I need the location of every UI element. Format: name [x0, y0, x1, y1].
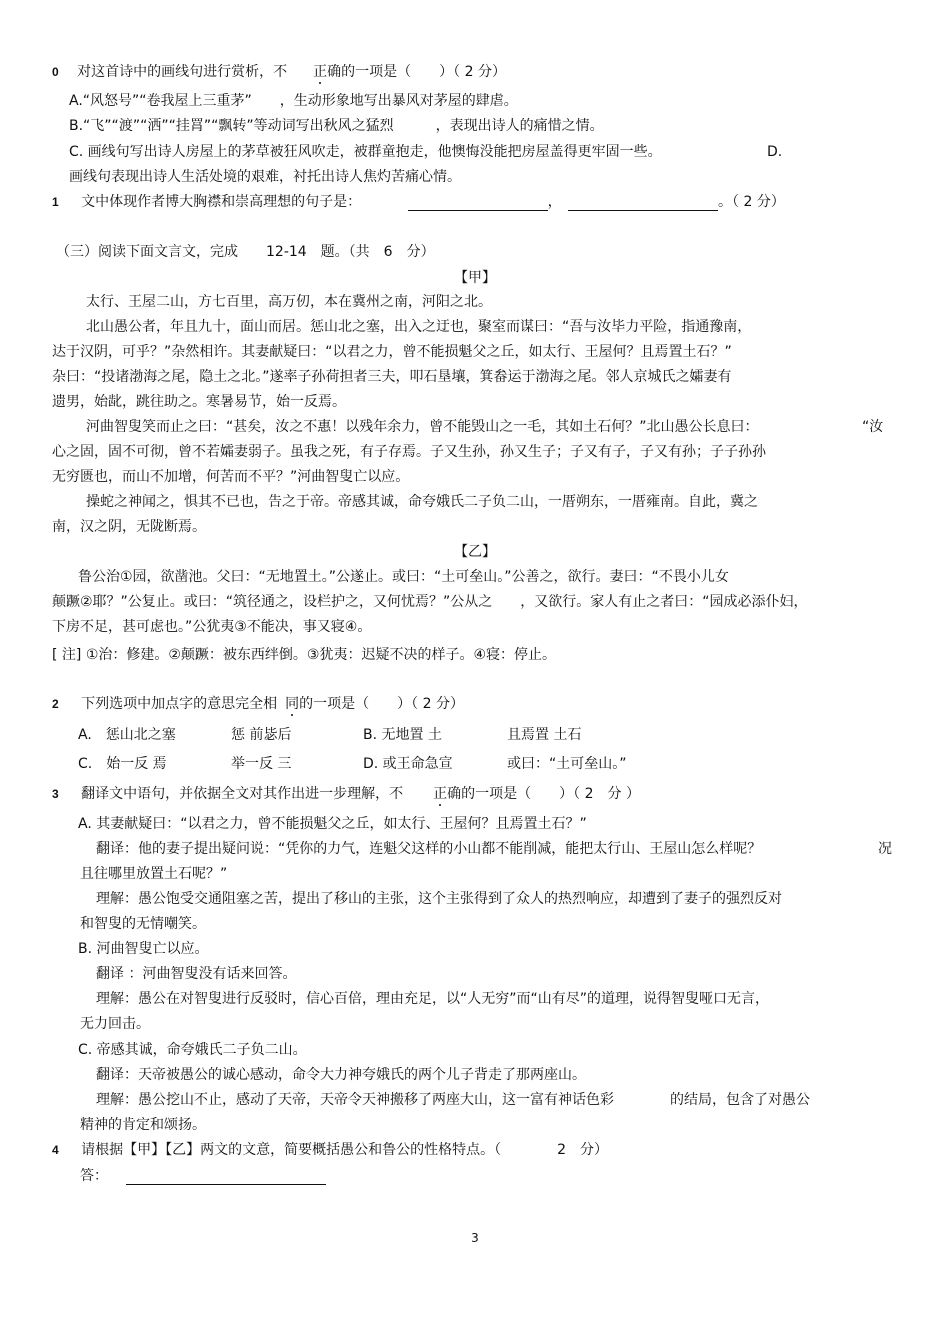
q14-answer — [80, 1167, 326, 1185]
jia-line: 无穷匮也，而山不加增，何苦而不平？”河曲智叟亡以应。 — [52, 469, 410, 485]
jia-line-continuation: “汝 — [862, 419, 884, 435]
jia-line: 心之固，固不可彻，曾不若孀妻弱子。虽我之死，有子存焉。子又生孙，孙又生子；子又有子，子又有孙；子子孙孙 — [52, 444, 766, 460]
passage-yi-header: 【乙】 — [454, 544, 496, 560]
q13-stem-text-b: 确的一项是（ ）（ 2 分 ） — [447, 786, 640, 802]
q12-option-c-right: 举一反 三 — [231, 756, 292, 772]
yi-notes: [ 注] ①治：修建。②颠蹶：被东西绊倒。③犹夷：迟疑不决的样子。④寝：停止。 — [52, 647, 557, 663]
q10-stem-text-a: 对这首诗中的画线句进行赏析，不 — [77, 64, 288, 80]
page-number: 3 — [471, 1231, 479, 1245]
q12-option-d-left: D. 或王命急宣 — [363, 756, 453, 772]
q13-a-understanding: 理解：愚公饱受交通阻塞之苦，提出了移山的主张，这个主张得到了众人的热烈响应，却遭到了妻子的强烈反对 — [96, 891, 782, 907]
q10-option-d: 画线句表现出诗人生活处境的艰难，衬托出诗人焦灼苦痛心情。 — [69, 169, 461, 185]
q14-answer-label: 答： — [80, 1168, 108, 1184]
q13-stem-text-a: 翻译文中语句，并依据全文对其作出进一步理解，不 — [81, 786, 404, 802]
q13-a-understanding-line2: 和智叟的无情嘲笑。 — [80, 916, 206, 932]
q13-b-translation: 翻译 ：河曲智叟没有话来回答。 — [96, 966, 297, 982]
q12-option-a-right: 惩 前毖后 — [231, 727, 292, 743]
q10-stem — [52, 63, 506, 81]
q13-stem — [52, 785, 640, 803]
q10-dotted-char: 正 — [313, 64, 328, 80]
q13-b-understanding-line2: 无力回击。 — [80, 1016, 150, 1032]
q11-answer-blank-1[interactable] — [408, 196, 548, 211]
q10-number: 0 — [52, 65, 59, 79]
q11-stem — [52, 193, 785, 211]
q13-option-b: B. 河曲智叟亡以应。 — [78, 941, 209, 957]
q12-option-b-left: B. 无地置 土 — [363, 727, 442, 743]
q11-score: 。（ 2 分） — [718, 194, 785, 210]
q11-separator: ， — [547, 194, 562, 210]
q13-number: 3 — [52, 787, 59, 801]
q14-stem — [52, 1141, 608, 1159]
q10-option-c: C. 画线句写出诗人房屋上的茅草被狂风吹走，被群童抱走，他懊悔没能把房屋盖得更牢固一些。 — [69, 144, 662, 160]
q13-b-understanding: 理解：愚公在对智叟进行反驳时，信心百倍，理由充足，以“人无穷”而“山有尽”的道理，说得智叟哑口无言， — [96, 991, 770, 1007]
q12-option-d-right: 或曰：“土可垒山。” — [507, 756, 627, 772]
q14-answer-blank[interactable] — [126, 1170, 326, 1185]
q12-option-a-left: A. 惩山北之塞 — [78, 727, 176, 743]
q11-answer-blank-2[interactable] — [568, 196, 718, 211]
q13-c-translation: 翻译：天帝被愚公的诚心感动，命令大力神夸娥氏的两个儿子背走了那两座山。 — [96, 1067, 586, 1083]
q10-option-a: A.“风怒号”“卷我屋上三重茅” ，生动形象地写出暴风对茅屋的肆虐。 — [69, 93, 518, 109]
q10-option-d-label: D. — [767, 144, 783, 160]
yi-line: 颠蹶②耶？”公复止。或曰：“筑径通之，设栏护之，又何忧焉？”公从之 ，又欲行。家人有止之者曰：“园成必添仆妇， — [52, 594, 808, 610]
jia-line: 河曲智叟笑而止之曰：“甚矣，汝之不惠！以残年余力，曾不能毁山之一毛，其如土石何？”北山愚公长息曰： — [86, 419, 759, 435]
jia-line: 太行、王屋二山，方七百里，高万仞，本在冀州之南，河阳之北。 — [86, 294, 492, 310]
jia-line: 达于汉阴，可乎？”杂然相许。其妻献疑曰：“以君之力，曾不能损魁父之丘，如太行、王屋何？且焉置土石？” — [52, 344, 732, 360]
q13-c-understanding: 理解：愚公挖山不止，感动了天帝，天帝令天神搬移了两座大山，这一富有神话色彩 的结局，包含了对愚公 — [96, 1092, 810, 1108]
q12-option-b-right: 且焉置 土石 — [507, 727, 582, 743]
q10-option-b: B.“飞”“渡”“洒”“挂罥”“飘转”等动词写出秋风之猛烈 ，表现出诗人的痛惜之情。 — [69, 118, 604, 134]
q12-stem-text-b: 的一项是（ ）（ 2 分） — [299, 696, 464, 712]
q13-a-translation-line2: 且往哪里放置土石呢？” — [80, 866, 228, 882]
q12-dotted-char: 同 — [285, 696, 300, 712]
q11-number: 1 — [52, 195, 59, 209]
q12-number: 2 — [52, 697, 59, 711]
passage-jia-header: 【甲】 — [454, 270, 496, 286]
q10-stem-text-b: 确的一项是（ ）（ 2 分） — [327, 64, 506, 80]
q12-stem-text-a: 下列选项中加点字的意思完全相 — [81, 696, 278, 712]
jia-line: 南，汉之阴，无陇断焉。 — [52, 519, 206, 535]
q11-stem-text: 文中体现作者博大胸襟和崇高理想的句子是： — [81, 194, 362, 210]
q13-c-understanding-line2: 精神的肯定和颂扬。 — [80, 1117, 206, 1133]
q12-option-c-left: C. 始一反 焉 — [78, 756, 167, 772]
q13-dotted-char: 正 — [433, 786, 448, 802]
jia-line: 操蛇之神闻之，惧其不已也，告之于帝。帝感其诚，命夸娥氏二子负二山，一厝朔东，一厝雍南。自此，冀之 — [86, 494, 758, 510]
jia-line: 杂曰：“投诸渤海之尾，隐土之北。”遂率子孙荷担者三夫，叩石垦壤，箕畚运于渤海之尾。邻人京城氏之孀妻有 — [52, 369, 732, 385]
section3-title: （三）阅读下面文言文，完成 12-14 题。（共 6 分） — [56, 244, 435, 260]
q12-stem — [52, 695, 464, 713]
yi-line: 鲁公治①园，欲凿池。父曰：“无地置土。”公遂止。或曰：“土可垒山。”公善之，欲行。妻曰：“不畏小儿女 — [78, 569, 729, 585]
q13-a-translation: 翻译：他的妻子提出疑问说：“凭你的力气，连魁父这样的小山都不能削减，能把太行山、王屋山怎么样呢？ — [96, 841, 762, 857]
q14-number: 4 — [52, 1143, 59, 1157]
jia-line: 北山愚公者，年且九十，面山而居。惩山北之塞，出入之迂也，聚室而谋曰：“吾与汝毕力平险，指通豫南， — [86, 319, 752, 335]
yi-line: 下房不足，甚可虑也。”公犹夷③不能决，事又寝④。 — [52, 619, 372, 635]
jia-line: 遗男，始龀，跳往助之。寒暑易节，始一反焉。 — [52, 394, 346, 410]
q13-option-c: C. 帝感其诚，命夸娥氏二子负二山。 — [78, 1042, 307, 1058]
q14-stem-text: 请根据【甲】【乙】两文的文意，简要概括愚公和鲁公的性格特点。（ 2 分） — [81, 1142, 609, 1158]
q13-a-translation-continuation: 况 — [878, 841, 892, 857]
q13-option-a: A. 其妻献疑曰：“以君之力，曾不能损魁父之丘，如太行、王屋何？且焉置土石？” — [78, 816, 587, 832]
